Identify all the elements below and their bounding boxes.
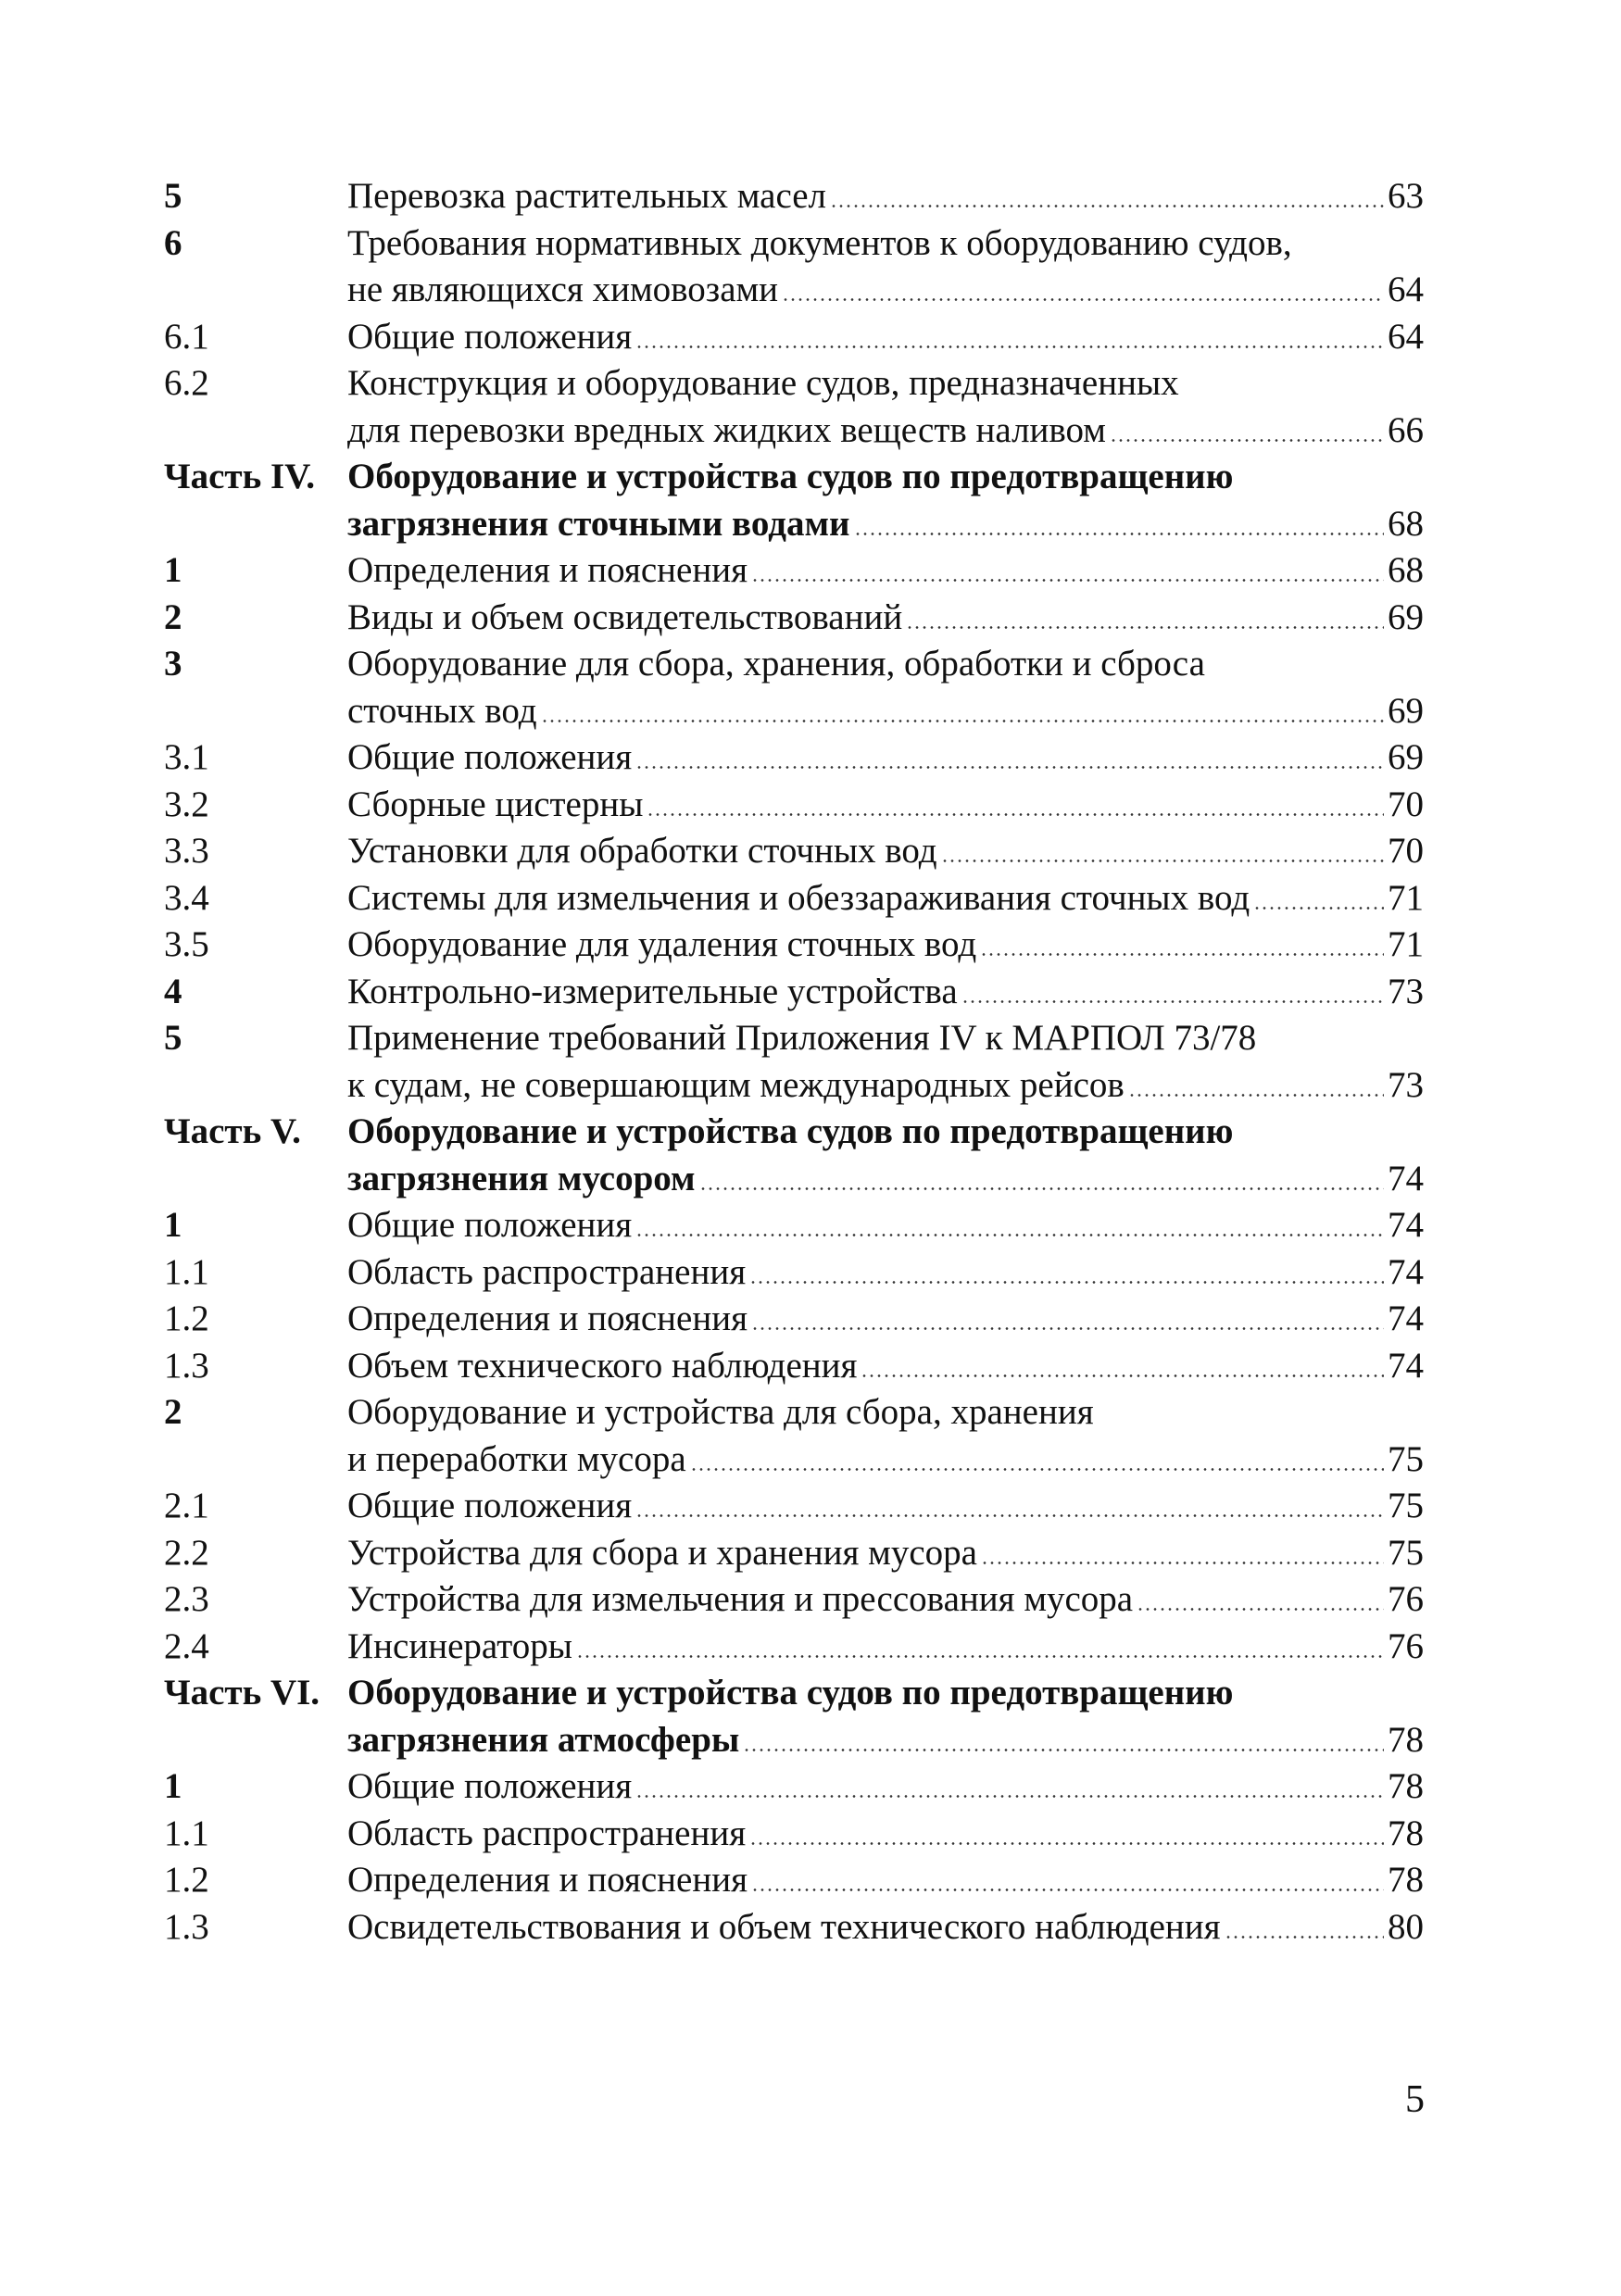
toc-entry <box>164 1857 1424 1904</box>
toc-entry-line <box>347 1576 1424 1624</box>
toc-entry-page: 69 <box>1388 596 1424 637</box>
toc-entry-number: 2 <box>164 1392 182 1432</box>
dot-leader <box>635 1514 1384 1517</box>
dot-leader <box>961 1000 1384 1003</box>
toc-entry-title: загрязнения сточными водами <box>347 503 850 544</box>
toc-entry-page: 74 <box>1388 1299 1424 1338</box>
toc-entry-title: Оборудование и устройства для сбора, хранения <box>347 1392 1094 1432</box>
toc-entry <box>164 828 1424 875</box>
toc-entry-body <box>347 1249 1424 1297</box>
toc-entry-body <box>347 547 1424 595</box>
toc-entry-title: загрязнения мусором <box>347 1158 696 1198</box>
toc-entry-number: 1.2 <box>164 1299 209 1338</box>
toc-entry-title: Оборудование для сбора, хранения, обработки и сброса <box>347 644 1205 684</box>
toc-entry <box>164 547 1424 595</box>
toc-entry-line <box>347 1437 1424 1484</box>
toc-part-entry <box>164 454 1424 547</box>
toc-entry-title: Установки для обработки сточных вод <box>347 831 937 871</box>
toc-entry-title: Область распространения <box>347 1813 747 1853</box>
toc-entry-body <box>347 1811 1424 1858</box>
toc-entry-number: 6.1 <box>164 316 209 357</box>
toc-entry-title: Определения и пояснения <box>347 1860 748 1900</box>
dot-leader <box>541 720 1384 722</box>
toc-entry-title: Общие положения <box>347 737 633 777</box>
toc-entry-number: 2.3 <box>164 1579 209 1619</box>
toc-entry <box>164 1811 1424 1858</box>
toc-entry-title: Оборудование и устройства судов по предотвращению <box>347 1673 1234 1713</box>
toc-entry-line <box>347 641 1424 688</box>
dot-leader <box>980 953 1384 956</box>
toc-entry-number: 5 <box>164 176 182 216</box>
toc-entry-number: 3 <box>164 644 182 684</box>
toc-entry-line <box>347 734 1424 782</box>
toc-entry-page: 73 <box>1388 971 1424 1011</box>
toc-entry <box>164 1904 1424 1951</box>
toc-entry-page: 68 <box>1388 550 1424 590</box>
toc-entry-number: 1 <box>164 1766 182 1806</box>
toc-entry-line <box>347 1109 1424 1156</box>
toc-entry <box>164 1576 1424 1624</box>
toc-entry-line <box>347 1624 1424 1671</box>
toc-entry-body <box>347 1389 1424 1483</box>
toc-entry-body <box>347 641 1424 734</box>
dot-leader <box>1128 1094 1384 1097</box>
toc-entry-page: 78 <box>1388 1813 1424 1853</box>
dot-leader <box>981 1562 1384 1564</box>
toc-entry-line <box>347 547 1424 595</box>
toc-entry-page: 78 <box>1388 1766 1424 1806</box>
toc-entry <box>164 1389 1424 1483</box>
toc-entry-page: 64 <box>1388 270 1424 309</box>
toc-entry-number: 3.1 <box>164 737 209 777</box>
toc-entry <box>164 314 1424 361</box>
toc-entry <box>164 782 1424 829</box>
dot-leader <box>749 1281 1384 1284</box>
toc-entry <box>164 734 1424 782</box>
toc-entry-page: 69 <box>1388 690 1424 731</box>
toc-entry-line <box>347 1811 1424 1858</box>
toc-entry-page: 70 <box>1388 831 1424 871</box>
toc-entry-title: Сборные цистерны <box>347 784 644 824</box>
toc-entry-title: Перевозка растительных масел <box>347 176 826 216</box>
toc-entry-title: Контрольно-измерительные устройства <box>347 971 958 1011</box>
dot-leader <box>576 1655 1384 1658</box>
dot-leader <box>743 1749 1384 1751</box>
toc-entry <box>164 922 1424 969</box>
toc-entry <box>164 220 1424 314</box>
dot-leader <box>751 579 1384 582</box>
toc-entry-title: Объем технического наблюдения <box>347 1345 858 1386</box>
toc-entry-body <box>347 1904 1424 1951</box>
toc-entry-title: Оборудование и устройства судов по предотвращению <box>347 457 1234 496</box>
toc-entry <box>164 1483 1424 1530</box>
toc-entry-title: Системы для измельчения и обеззараживания сточных вод <box>347 877 1250 918</box>
dot-leader <box>749 1842 1384 1845</box>
toc-entry <box>164 969 1424 1016</box>
toc-entry-page: 76 <box>1388 1625 1424 1666</box>
toc-entry-line <box>347 1389 1424 1437</box>
toc-entry-body <box>347 1670 1424 1763</box>
toc-entry-page: 75 <box>1388 1532 1424 1573</box>
toc-entry-body <box>347 875 1424 922</box>
toc-entry-body <box>347 1763 1424 1811</box>
toc-entry-title: Применение требований Приложения IV к МАРПОЛ 73/78 <box>347 1018 1257 1058</box>
toc-entry <box>164 1343 1424 1390</box>
toc-entry <box>164 1763 1424 1811</box>
dot-leader <box>941 859 1384 862</box>
toc-entry-title: Устройства для измельчения и прессования мусора <box>347 1579 1134 1619</box>
toc-part-entry <box>164 1109 1424 1202</box>
toc-entry-number: 1.1 <box>164 1813 209 1853</box>
toc-entry-body <box>347 220 1424 314</box>
toc-entry-page: 76 <box>1388 1579 1424 1619</box>
toc-entry-body <box>347 828 1424 875</box>
toc-entry-body <box>347 1624 1424 1671</box>
toc-entry-page: 74 <box>1388 1205 1424 1245</box>
toc-entry-line <box>347 454 1424 501</box>
toc-entry-page: 64 <box>1388 316 1424 357</box>
toc-entry-page: 70 <box>1388 784 1424 824</box>
toc-entry-title: Общие положения <box>347 1766 633 1806</box>
toc-entry-page: 69 <box>1388 737 1424 777</box>
dot-leader <box>699 1187 1384 1190</box>
toc-entry <box>164 1530 1424 1577</box>
dot-leader <box>690 1468 1384 1471</box>
toc-entry-line <box>347 1857 1424 1904</box>
toc-entry <box>164 1296 1424 1343</box>
toc-entry-title: Оборудование для удаления сточных вод <box>347 924 977 964</box>
toc-entry <box>164 1249 1424 1297</box>
toc-entry-line <box>347 1904 1424 1951</box>
dot-leader <box>635 1234 1384 1236</box>
toc-entry-page: 75 <box>1388 1438 1424 1479</box>
toc-entry-line <box>347 314 1424 361</box>
dot-leader <box>830 205 1384 207</box>
toc-entry <box>164 173 1424 220</box>
toc-entry-body <box>347 454 1424 547</box>
toc-entry-line <box>347 1483 1424 1530</box>
toc-entry-body <box>347 1015 1424 1109</box>
dot-leader <box>782 298 1384 301</box>
toc-entry-line <box>347 360 1424 408</box>
toc-entry-number: 3.3 <box>164 831 209 871</box>
toc-entry-body <box>347 360 1424 454</box>
toc-entry-title: Инсинераторы <box>347 1625 572 1666</box>
toc-entry-title: к судам, не совершающим международных рейсов <box>347 1064 1125 1105</box>
toc-entry-title: загрязнения атмосферы <box>347 1719 740 1760</box>
toc-entry-number: 2 <box>164 596 182 637</box>
dot-leader <box>906 626 1384 629</box>
toc-entry-line <box>347 1763 1424 1811</box>
toc-entry-line <box>347 408 1424 455</box>
dot-leader <box>1225 1936 1384 1938</box>
toc-entry-title: Требования нормативных документов к оборудованию судов, <box>347 222 1292 263</box>
toc-entry-body <box>347 1343 1424 1390</box>
toc-entry-number: 4 <box>164 971 182 1011</box>
toc-entry-number: 6 <box>164 222 182 263</box>
toc-entry-number: 3.4 <box>164 877 209 918</box>
toc-entry-title: и переработки мусора <box>347 1438 686 1479</box>
toc-entry-page: 71 <box>1388 924 1424 964</box>
toc-entry-body <box>347 595 1424 642</box>
toc-entry-title: Виды и объем освидетельствований <box>347 596 903 637</box>
page-number: 5 <box>1405 2078 1425 2121</box>
toc-entry-page: 63 <box>1388 176 1424 216</box>
toc-entry-body <box>347 782 1424 829</box>
toc-entry-number: 2.4 <box>164 1625 209 1666</box>
toc-entry-number: 1.3 <box>164 1906 209 1947</box>
toc-entry-title: Оборудование и устройства судов по предотвращению <box>347 1111 1234 1151</box>
toc-entry-title: Определения и пояснения <box>347 1299 748 1338</box>
table-of-contents <box>164 173 1424 1951</box>
dot-leader <box>647 813 1384 816</box>
toc-entry <box>164 1015 1424 1109</box>
toc-entry-body <box>347 734 1424 782</box>
toc-part-entry <box>164 1670 1424 1763</box>
toc-entry-line <box>347 969 1424 1016</box>
toc-entry-title: Конструкция и оборудование судов, предназначенных <box>347 363 1179 403</box>
toc-entry-number: 1 <box>164 1205 182 1245</box>
toc-entry-title: сточных вод <box>347 690 537 731</box>
toc-entry-line <box>347 220 1424 268</box>
toc-entry-body <box>347 1202 1424 1249</box>
toc-entry-number: Часть IV. <box>164 457 316 496</box>
toc-entry-line <box>347 1670 1424 1717</box>
toc-entry-number: 3.5 <box>164 924 209 964</box>
toc-entry-line <box>347 1156 1424 1203</box>
toc-entry <box>164 875 1424 922</box>
toc-entry-page: 75 <box>1388 1486 1424 1525</box>
toc-entry-line <box>347 1015 1424 1062</box>
toc-entry-line <box>347 501 1424 548</box>
toc-entry-title: Общие положения <box>347 316 633 357</box>
toc-entry-number: 5 <box>164 1018 182 1058</box>
toc-entry-title: Устройства для сбора и хранения мусора <box>347 1532 977 1573</box>
toc-entry-line <box>347 782 1424 829</box>
toc-entry-body <box>347 314 1424 361</box>
toc-entry-page: 68 <box>1388 503 1424 544</box>
toc-entry-number: 3.2 <box>164 784 209 824</box>
toc-entry-page: 71 <box>1388 877 1424 918</box>
dot-leader <box>751 1888 1384 1891</box>
toc-entry-body <box>347 173 1424 220</box>
toc-entry-page: 74 <box>1388 1158 1424 1198</box>
toc-entry <box>164 1624 1424 1671</box>
toc-entry-page: 74 <box>1388 1345 1424 1386</box>
dot-leader <box>854 533 1385 535</box>
dot-leader <box>635 766 1384 769</box>
toc-entry-line <box>347 267 1424 314</box>
toc-entry-title: Общие положения <box>347 1205 633 1245</box>
toc-entry-page: 78 <box>1388 1719 1424 1760</box>
toc-entry-body <box>347 1530 1424 1577</box>
toc-entry-line <box>347 595 1424 642</box>
toc-entry-line <box>347 173 1424 220</box>
toc-entry-line <box>347 1343 1424 1390</box>
toc-entry-title: для перевозки вредных жидких веществ наливом <box>347 409 1106 450</box>
toc-entry-page: 74 <box>1388 1251 1424 1292</box>
toc-entry-body <box>347 1483 1424 1530</box>
toc-entry-number: Часть VI. <box>164 1673 320 1713</box>
toc-entry-page: 78 <box>1388 1860 1424 1900</box>
toc-entry-title: Общие положения <box>347 1486 633 1525</box>
toc-entry-line <box>347 688 1424 735</box>
toc-entry-body <box>347 922 1424 969</box>
toc-entry-number: 1.1 <box>164 1251 209 1292</box>
dot-leader <box>1137 1608 1384 1611</box>
toc-entry-line <box>347 1530 1424 1577</box>
toc-entry-line <box>347 828 1424 875</box>
dot-leader <box>635 1795 1384 1798</box>
toc-entry-page: 73 <box>1388 1064 1424 1105</box>
toc-entry-page: 80 <box>1388 1906 1424 1947</box>
toc-entry-line <box>347 1202 1424 1249</box>
toc-entry-body <box>347 1857 1424 1904</box>
dot-leader <box>1110 439 1384 442</box>
toc-entry-body <box>347 1109 1424 1202</box>
toc-entry-number: 6.2 <box>164 363 209 403</box>
toc-entry-number: 2.2 <box>164 1532 209 1573</box>
toc-entry-number: 1.2 <box>164 1860 209 1900</box>
toc-entry-line <box>347 1062 1424 1110</box>
toc-entry <box>164 595 1424 642</box>
toc-entry-body <box>347 1576 1424 1624</box>
toc-entry-number: Часть V. <box>164 1111 301 1151</box>
toc-entry-number: 1.3 <box>164 1345 209 1386</box>
toc-entry-page: 66 <box>1388 409 1424 450</box>
toc-entry-title: Область распространения <box>347 1251 747 1292</box>
dot-leader <box>635 345 1384 348</box>
dot-leader <box>1253 907 1384 910</box>
toc-entry-line <box>347 875 1424 922</box>
toc-entry <box>164 360 1424 454</box>
toc-entry-body <box>347 1296 1424 1343</box>
toc-entry-title: не являющихся химовозами <box>347 270 779 309</box>
toc-entry-body <box>347 969 1424 1016</box>
dot-leader <box>751 1327 1384 1330</box>
toc-entry-title: Определения и пояснения <box>347 550 748 590</box>
toc-entry-line <box>347 1249 1424 1297</box>
toc-entry-line <box>347 922 1424 969</box>
toc-entry-title: Освидетельствования и объем технического наблюдения <box>347 1906 1221 1947</box>
toc-entry-line <box>347 1296 1424 1343</box>
toc-entry-number: 1 <box>164 550 182 590</box>
toc-entry <box>164 641 1424 734</box>
toc-entry <box>164 1202 1424 1249</box>
toc-entry-line <box>347 1717 1424 1764</box>
dot-leader <box>861 1374 1384 1377</box>
toc-entry-number: 2.1 <box>164 1486 209 1525</box>
